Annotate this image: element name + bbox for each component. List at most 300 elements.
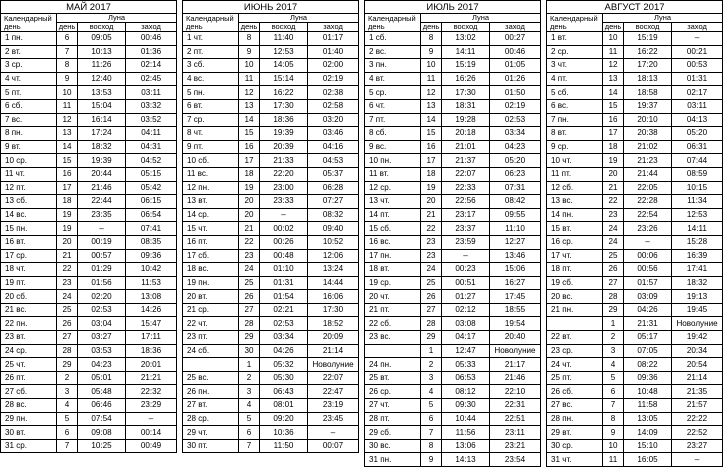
moonset-time: 21:14 [308, 344, 359, 358]
moon-age: 22 [239, 235, 260, 249]
calendar-day: 5 пт. [1, 86, 57, 100]
moon-age: 12 [421, 86, 442, 100]
moonrise-time: 21:02 [624, 140, 672, 154]
calendar-day: 24 сб. [183, 344, 239, 358]
moon-age: 20 [603, 167, 624, 181]
moonset-time: 02:53 [490, 113, 541, 127]
calendar-day: 18 пт. [547, 263, 603, 277]
moon-age: 14 [57, 140, 78, 154]
moon-calendar-table [546, 0, 723, 467]
moonset-time: 18:36 [126, 344, 177, 358]
table-row [547, 86, 723, 100]
moonrise-time: 18:13 [624, 72, 672, 86]
moonrise-time: 05:48 [78, 385, 126, 399]
table-row [1, 276, 177, 290]
calendar-day: 10 чт. [547, 154, 603, 168]
table-row [1, 235, 177, 249]
moonrise-time: 21:46 [78, 181, 126, 195]
table-row [365, 263, 541, 277]
moon-age: 15 [57, 154, 78, 168]
day-header [547, 14, 603, 32]
moonrise-time: 11:56 [442, 426, 490, 440]
moonrise-time: 09:30 [442, 399, 490, 413]
calendar-day: 6 чт. [365, 99, 421, 113]
moonset-time: 22:10 [490, 385, 541, 399]
month-title: МАЙ 2017 [1, 1, 177, 14]
moon-age: 27 [603, 276, 624, 290]
day-header [365, 14, 421, 32]
table-row [1, 32, 177, 46]
calendar-day: 23 вс. [365, 331, 421, 345]
month-panel-may [0, 0, 176, 451]
moonrise-time: 21:37 [442, 154, 490, 168]
moon-age: 21 [57, 249, 78, 263]
moon-age: 8 [57, 59, 78, 73]
table-row [365, 439, 541, 453]
table-row [183, 45, 359, 59]
calendar-day: 25 вс. [183, 371, 239, 385]
moonrise-time: 01:57 [624, 276, 672, 290]
moonset-time: 11:10 [490, 222, 541, 236]
calendar-day: 20 вс. [547, 290, 603, 304]
moonrise-time: 05:01 [78, 371, 126, 385]
moonset-time: 09:40 [308, 222, 359, 236]
moonrise-time: 09:36 [624, 371, 672, 385]
table-row [183, 154, 359, 168]
table-row [547, 412, 723, 426]
moonset-time: 05:15 [126, 167, 177, 181]
calendar-day: 19 пт. [1, 276, 57, 290]
moonset-time: Новолуние [672, 317, 723, 331]
moonrise-time: 04:26 [624, 303, 672, 317]
moon-age: 4 [239, 399, 260, 413]
calendar-day: 6 вт. [183, 99, 239, 113]
moon-age: 29 [239, 331, 260, 345]
moonrise-time: 00:02 [260, 222, 308, 236]
moon-age: 28 [421, 317, 442, 331]
table-row [183, 276, 359, 290]
calendar-day: 26 пт. [1, 371, 57, 385]
moonrise-time: 19:28 [442, 113, 490, 127]
moonrise-time: 21:44 [624, 167, 672, 181]
moonrise-time: 17:24 [78, 127, 126, 141]
moon-age: 19 [239, 181, 260, 195]
calendar-day: 27 вт. [183, 399, 239, 413]
moonrise-time: 14:09 [624, 426, 672, 440]
moon-age: 19 [57, 222, 78, 236]
moonset-time: 11:34 [672, 195, 723, 209]
moonrise-time: 15:10 [624, 439, 672, 453]
age-header: день [239, 23, 260, 32]
moonrise-time: 00:06 [624, 249, 672, 263]
moonset-time: 02:00 [308, 59, 359, 73]
moonset-time: 03:52 [126, 113, 177, 127]
moon-age: 29 [57, 358, 78, 372]
moonset-time: – [126, 412, 177, 426]
moonrise-time: 23:33 [260, 195, 308, 209]
moon-age: 26 [421, 290, 442, 304]
table-row [183, 167, 359, 181]
moon-age: 24 [421, 263, 442, 277]
moonset-time: 06:28 [308, 181, 359, 195]
moonset-time: 03:11 [126, 86, 177, 100]
moonset-time: 06:31 [672, 140, 723, 154]
calendar-day: 23 вт. [1, 331, 57, 345]
moonset-time: 00:27 [490, 32, 541, 46]
moonrise-time: 22:56 [442, 195, 490, 209]
moon-age: 11 [57, 99, 78, 113]
moonset-time: 02:14 [126, 59, 177, 73]
moonrise-time: 00:26 [260, 235, 308, 249]
moon-age: 20 [421, 195, 442, 209]
calendar-day: 10 ср. [1, 154, 57, 168]
age-header: день [603, 23, 624, 32]
calendar-day: 13 вс. [547, 195, 603, 209]
moonset-time: 04:23 [490, 140, 541, 154]
set-header: заход [490, 23, 541, 32]
calendar-day: 9 ср. [547, 140, 603, 154]
table-row [1, 195, 177, 209]
moonset-time: 22:51 [490, 412, 541, 426]
table-row [183, 86, 359, 100]
moonset-time: 23:21 [490, 439, 541, 453]
moon-age: 18 [239, 167, 260, 181]
table-row [547, 208, 723, 222]
table-row [183, 249, 359, 263]
table-row [183, 113, 359, 127]
calendar-day: 21 пн. [547, 303, 603, 317]
moonset-time: 21:17 [490, 358, 541, 372]
calendar-day: 12 ср. [365, 181, 421, 195]
table-row [183, 127, 359, 141]
month-panel-august [546, 0, 722, 464]
calendar-day: 12 сб. [547, 181, 603, 195]
moonset-time: 23:54 [490, 453, 541, 467]
moonrise-time: 12:40 [78, 72, 126, 86]
table-row [547, 140, 723, 154]
day-header-line-1: Календарный [4, 13, 52, 23]
table-row [183, 317, 359, 331]
moonrise-time: 04:17 [442, 331, 490, 345]
moon-age: 9 [239, 45, 260, 59]
month-title-row [1, 1, 177, 14]
calendar-day: 17 ср. [1, 249, 57, 263]
moonset-time: 09:36 [126, 249, 177, 263]
moonset-time: 15:28 [672, 235, 723, 249]
moon-age: 24 [603, 235, 624, 249]
calendar-day: 26 пн. [183, 385, 239, 399]
moon-age: 5 [57, 412, 78, 426]
moonset-time: 14:11 [672, 222, 723, 236]
table-row [547, 235, 723, 249]
moon-age: 20 [57, 235, 78, 249]
calendar-day: 3 чт. [547, 59, 603, 73]
moonrise-time: 20:44 [78, 167, 126, 181]
moonrise-time: 05:17 [624, 331, 672, 345]
table-row [1, 113, 177, 127]
moonset-time: 05:42 [126, 181, 177, 195]
moonrise-time: 15:19 [442, 59, 490, 73]
calendar-day: 26 сб. [547, 385, 603, 399]
moonset-time: – [672, 32, 723, 46]
calendar-day: 2 ср. [547, 45, 603, 59]
moonset-time: 16:06 [308, 290, 359, 304]
moon-age: 23 [57, 276, 78, 290]
calendar-day: 27 сб. [1, 385, 57, 399]
moonset-time: 22:22 [672, 412, 723, 426]
table-row [183, 426, 359, 440]
table-row [183, 181, 359, 195]
moon-age: 20 [239, 208, 260, 222]
moon-age: 26 [603, 263, 624, 277]
moonset-time: 21:57 [672, 399, 723, 413]
moonset-time: 18:52 [308, 317, 359, 331]
table-row [365, 154, 541, 168]
moon-age: 23 [239, 249, 260, 263]
moonset-time: 00:21 [672, 45, 723, 59]
calendar-day: 8 сб. [365, 127, 421, 141]
calendar-day: 31 ср. [1, 439, 57, 453]
table-row [183, 439, 359, 453]
table-row [183, 290, 359, 304]
moonset-time: 22:07 [308, 371, 359, 385]
moon-age: 8 [603, 412, 624, 426]
moon-age: 22 [57, 263, 78, 277]
table-row [547, 290, 723, 304]
table-row [1, 45, 177, 59]
calendar-day: 29 вт. [547, 426, 603, 440]
day-header-line-1: Календарный [368, 13, 416, 23]
table-row [365, 290, 541, 304]
moonset-time: 20:09 [308, 331, 359, 345]
calendar-day: 29 пн. [1, 412, 57, 426]
moon-age: 13 [603, 72, 624, 86]
table-row [547, 303, 723, 317]
calendar-day: 25 чт. [1, 358, 57, 372]
moonset-time: 22:52 [672, 426, 723, 440]
moon-age: 2 [603, 331, 624, 345]
moonset-time: 13:08 [126, 290, 177, 304]
moonrise-time: 17:30 [260, 99, 308, 113]
moon-age: 16 [57, 167, 78, 181]
moonrise-time: 03:27 [78, 331, 126, 345]
moonrise-time: 11:40 [260, 32, 308, 46]
table-row [183, 385, 359, 399]
moonset-time: 17:11 [126, 331, 177, 345]
table-row [365, 453, 541, 467]
calendar-day: 14 вс. [1, 208, 57, 222]
moonset-time: 14:26 [126, 303, 177, 317]
table-row [183, 140, 359, 154]
moonrise-time: 07:54 [78, 412, 126, 426]
moonrise-time: 12:53 [260, 45, 308, 59]
day-header-line-2: день [368, 21, 385, 31]
moonrise-time: 01:56 [78, 276, 126, 290]
moonrise-time: 13:06 [442, 439, 490, 453]
calendar-day: 9 пт. [183, 140, 239, 154]
calendar-day: 21 ср. [183, 303, 239, 317]
moonrise-time: 21:33 [260, 154, 308, 168]
moon-age: 23 [603, 208, 624, 222]
moonset-time: Новолуние [308, 358, 359, 372]
moon-age: 16 [239, 140, 260, 154]
calendar-day: 21 пт. [365, 303, 421, 317]
calendar-day: 27 вс. [547, 399, 603, 413]
table-row [547, 331, 723, 345]
calendar-day: 1 сб. [365, 32, 421, 46]
moon-age: 25 [57, 303, 78, 317]
moonrise-time: 18:32 [78, 140, 126, 154]
moonset-time: 04:53 [308, 154, 359, 168]
calendar-day: 29 сб. [365, 426, 421, 440]
moon-age: 28 [603, 290, 624, 304]
moonset-time: – [308, 426, 359, 440]
moonrise-time: 21:01 [442, 140, 490, 154]
month-title-row [183, 1, 359, 14]
moon-age: 3 [57, 385, 78, 399]
calendar-day: 5 сб. [547, 86, 603, 100]
moonrise-time: 21:31 [624, 317, 672, 331]
moonrise-time: 20:38 [624, 127, 672, 141]
moon-age: 24 [57, 290, 78, 304]
table-row [1, 344, 177, 358]
moonset-time: 01:50 [490, 86, 541, 100]
moonrise-time: 22:07 [442, 167, 490, 181]
rise-header: восход [624, 23, 672, 32]
moonset-time: 04:13 [672, 113, 723, 127]
moonrise-time: 14:11 [442, 45, 490, 59]
moon-age: 8 [239, 32, 260, 46]
month-title-row [547, 1, 723, 14]
moon-age: 13 [421, 99, 442, 113]
moonrise-time: 06:46 [78, 399, 126, 413]
moonrise-time: 18:58 [624, 86, 672, 100]
day-header-line-1: Календарный [186, 13, 234, 23]
day-header-line-2: день [186, 21, 203, 31]
moonrise-time: 06:53 [442, 371, 490, 385]
moonrise-time: 17:30 [442, 86, 490, 100]
moon-age: 25 [239, 276, 260, 290]
moon-age: 6 [239, 426, 260, 440]
table-row [547, 344, 723, 358]
moon-age: 9 [421, 45, 442, 59]
month-title-row [365, 1, 541, 14]
moonrise-time: 04:23 [78, 358, 126, 372]
moon-age: 6 [421, 412, 442, 426]
moonset-time: 01:36 [126, 45, 177, 59]
moonrise-time: 00:48 [260, 249, 308, 263]
calendar-day: 24 чт. [547, 358, 603, 372]
moon-age: 11 [603, 453, 624, 467]
table-row [1, 99, 177, 113]
table-row [365, 235, 541, 249]
table-row [365, 303, 541, 317]
calendar-day [183, 358, 239, 372]
moon-age: 3 [421, 371, 442, 385]
calendar-day: 3 ср. [1, 59, 57, 73]
moon-age: 20 [239, 195, 260, 209]
moonrise-time: 03:34 [260, 331, 308, 345]
calendar-day: 23 ср. [547, 344, 603, 358]
calendar-day: 30 вс. [365, 439, 421, 453]
moon-age: 17 [603, 127, 624, 141]
table-row [365, 371, 541, 385]
moon-age: 22 [603, 195, 624, 209]
calendar-day: 20 вт. [183, 290, 239, 304]
moonrise-time: 18:31 [442, 99, 490, 113]
moonrise-time: 07:05 [624, 344, 672, 358]
table-row [547, 154, 723, 168]
moonrise-time: 06:43 [260, 385, 308, 399]
calendar-day: 10 пн. [365, 154, 421, 168]
moonset-time: 22:47 [308, 385, 359, 399]
moonrise-time: 22:28 [624, 195, 672, 209]
moonset-time: 15:47 [126, 317, 177, 331]
table-row [547, 453, 723, 467]
rise-header: восход [442, 23, 490, 32]
moon-age: 5 [421, 399, 442, 413]
table-row [1, 86, 177, 100]
moon-age: 23 [421, 249, 442, 263]
table-row [1, 303, 177, 317]
moonset-time: 16:39 [672, 249, 723, 263]
table-row [365, 358, 541, 372]
moonset-time: 03:46 [308, 127, 359, 141]
moon-age: 21 [239, 222, 260, 236]
moonset-time: 16:27 [490, 276, 541, 290]
moonrise-time: 00:51 [442, 276, 490, 290]
moonset-time: 02:17 [672, 86, 723, 100]
table-row [547, 99, 723, 113]
table-row [1, 181, 177, 195]
table-row [547, 59, 723, 73]
table-row [365, 399, 541, 413]
moonset-time: 03:11 [672, 99, 723, 113]
moon-age: 8 [421, 32, 442, 46]
calendar-day: 17 пн. [365, 249, 421, 263]
table-row [547, 249, 723, 263]
moonset-time: 06:23 [490, 167, 541, 181]
calendar-day: 12 пт. [1, 181, 57, 195]
calendar-day: 31 чт. [547, 453, 603, 467]
moonset-time: 00:46 [126, 32, 177, 46]
moon-age: 24 [603, 222, 624, 236]
moonset-time: 12:27 [490, 235, 541, 249]
day-header-line-1: Календарный [550, 13, 598, 23]
moonset-time: 04:16 [308, 140, 359, 154]
moonrise-time: 23:17 [442, 208, 490, 222]
moon-age: 18 [421, 167, 442, 181]
calendar-day: 17 чт. [547, 249, 603, 263]
moon-age: 4 [421, 385, 442, 399]
moon-age: 26 [239, 290, 260, 304]
moon-age: 29 [421, 331, 442, 345]
table-row [547, 181, 723, 195]
calendar-day: 14 ср. [183, 208, 239, 222]
table-row [547, 127, 723, 141]
calendar-day: 22 вт. [547, 331, 603, 345]
moonrise-time: 11:58 [624, 399, 672, 413]
moonset-time: 07:27 [308, 195, 359, 209]
moon-age: 3 [239, 385, 260, 399]
moon-age: 27 [57, 331, 78, 345]
table-row [365, 385, 541, 399]
moon-age: 6 [57, 426, 78, 440]
moonset-time: 04:31 [126, 140, 177, 154]
moonset-time: 09:55 [490, 208, 541, 222]
moon-age: 9 [603, 426, 624, 440]
moonrise-time: 11:50 [260, 439, 308, 453]
